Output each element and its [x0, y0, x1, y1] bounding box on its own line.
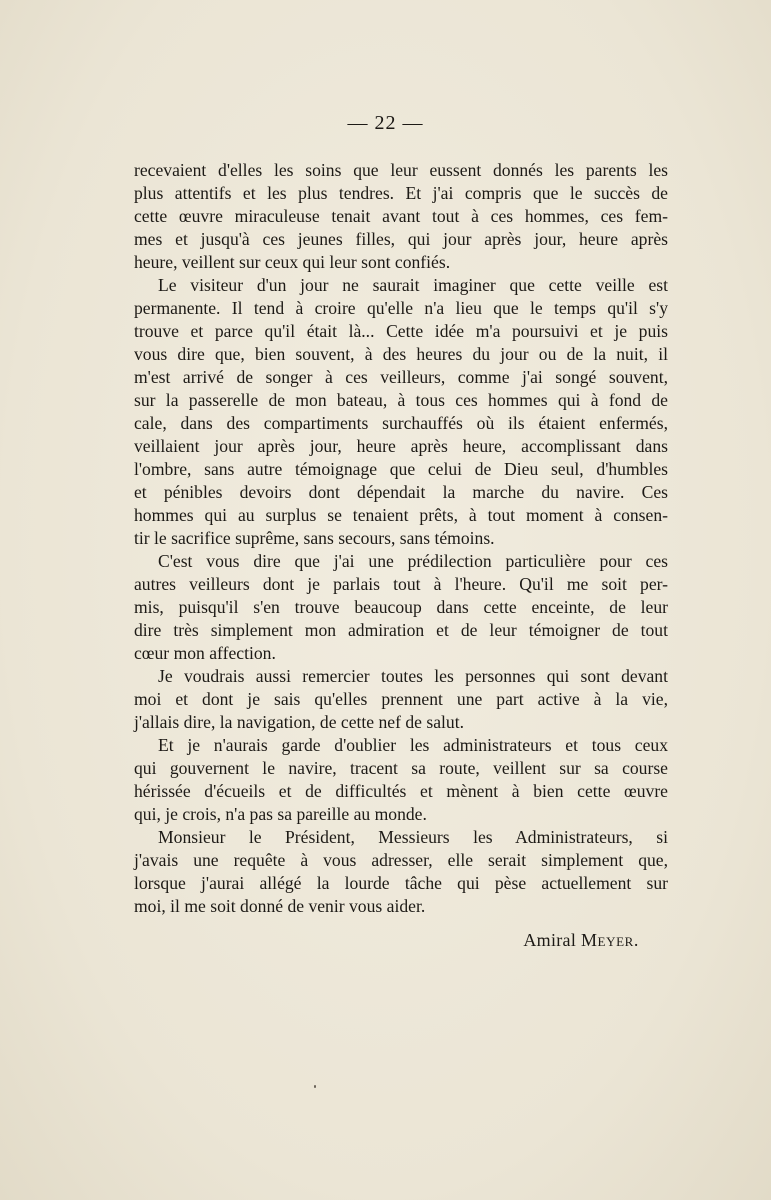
text-line: trouve et parce qu'il était là... Cette idée m'a poursuivi et je puis	[134, 321, 668, 341]
text-line: sur la passerelle de mon bateau, à tous ces hommes qui à fond de	[134, 390, 668, 410]
text-line: Le visiteur d'un jour ne saurait imaginer que cette veille est	[158, 275, 668, 295]
text-line: Monsieur le Président, Messieurs les Administrateurs, si	[158, 827, 668, 847]
text-line: permanente. Il tend à croire qu'elle n'a lieu que le temps qu'il s'y	[134, 298, 668, 318]
page-number: — 22 —	[347, 112, 424, 134]
text-line: tir le sacrifice suprême, sans secours, sans témoins.	[134, 528, 495, 548]
text-line: et pénibles devoirs dont dépendait la marche du navire. Ces	[134, 482, 668, 502]
text-line: hérissée d'écueils et de difficultés et mènent à bien cette œuvre	[134, 781, 668, 801]
text-line: mis, puisqu'il s'en trouve beaucoup dans cette enceinte, de leur	[134, 597, 668, 617]
signature-name: Meyer.	[580, 930, 639, 950]
text-line: heure, veillent sur ceux qui leur sont confiés.	[134, 252, 451, 272]
text-line: recevaient d'elles les soins que leur eussent donnés les parents les	[134, 160, 668, 180]
text-line: Je voudrais aussi remercier toutes les personnes qui sont devant	[158, 666, 668, 686]
text-line: j'avais une requête à vous adresser, elle serait simplement que,	[134, 850, 668, 870]
text-line: moi, il me soit donné de venir vous aider.	[134, 896, 426, 916]
text-line: cale, dans des compartiments surchauffés où ils étaient enfermés,	[134, 413, 668, 433]
text-line: cœur mon affection.	[134, 643, 276, 663]
paragraph	[134, 665, 668, 734]
text-line: l'ombre, sans autre témoignage que celui de Dieu seul, d'humbles	[134, 459, 668, 479]
text-line: Et je n'aurais garde d'oublier les administrateurs et tous ceux	[158, 735, 668, 755]
paragraph	[134, 734, 668, 826]
text-line: hommes qui au surplus se tenaient prêts, à tout moment à consen-	[134, 505, 668, 525]
paragraph	[134, 826, 668, 918]
text-line: qui gouvernent le navire, tracent sa route, veillent sur sa course	[134, 758, 668, 778]
text-line: moi et dont je sais qu'elles prennent une part active à la vie,	[134, 689, 668, 709]
text-line: plus attentifs et les plus tendres. Et j'ai compris que le succès de	[134, 183, 668, 203]
text-line: qui, je crois, n'a pas sa pareille au monde.	[134, 804, 427, 824]
letter-body	[134, 159, 668, 918]
text-line: veillaient jour après jour, heure après heure, accomplissant dans	[134, 436, 668, 456]
paragraph	[134, 159, 668, 274]
text-line: lorsque j'aurai allégé la lourde tâche qui pèse actuellement sur	[134, 873, 668, 893]
text-line: dire très simplement mon admiration et de leur témoigner de tout	[134, 620, 668, 640]
signature-title: Amiral	[523, 930, 577, 950]
text-line: j'allais dire, la navigation, de cette nef de salut.	[134, 712, 464, 732]
text-line: vous dire que, bien souvent, à des heures du jour ou de la nuit, il	[134, 344, 668, 364]
text-line: autres veilleurs dont je parlais tout à l'heure. Qu'il me soit per-	[134, 574, 668, 594]
signature	[523, 930, 639, 951]
text-line: m'est arrivé de songer à ces veilleurs, comme j'ai songé souvent,	[134, 367, 668, 387]
text-line: C'est vous dire que j'ai une prédilection particulière pour ces	[158, 551, 668, 571]
paragraph	[134, 274, 668, 550]
paragraph	[134, 550, 668, 665]
text-line: mes et jusqu'à ces jeunes filles, qui jour après jour, heure après	[134, 229, 668, 249]
paper-speck	[314, 1085, 316, 1088]
text-line: cette œuvre miraculeuse tenait avant tout à ces hommes, ces fem-	[134, 206, 668, 226]
